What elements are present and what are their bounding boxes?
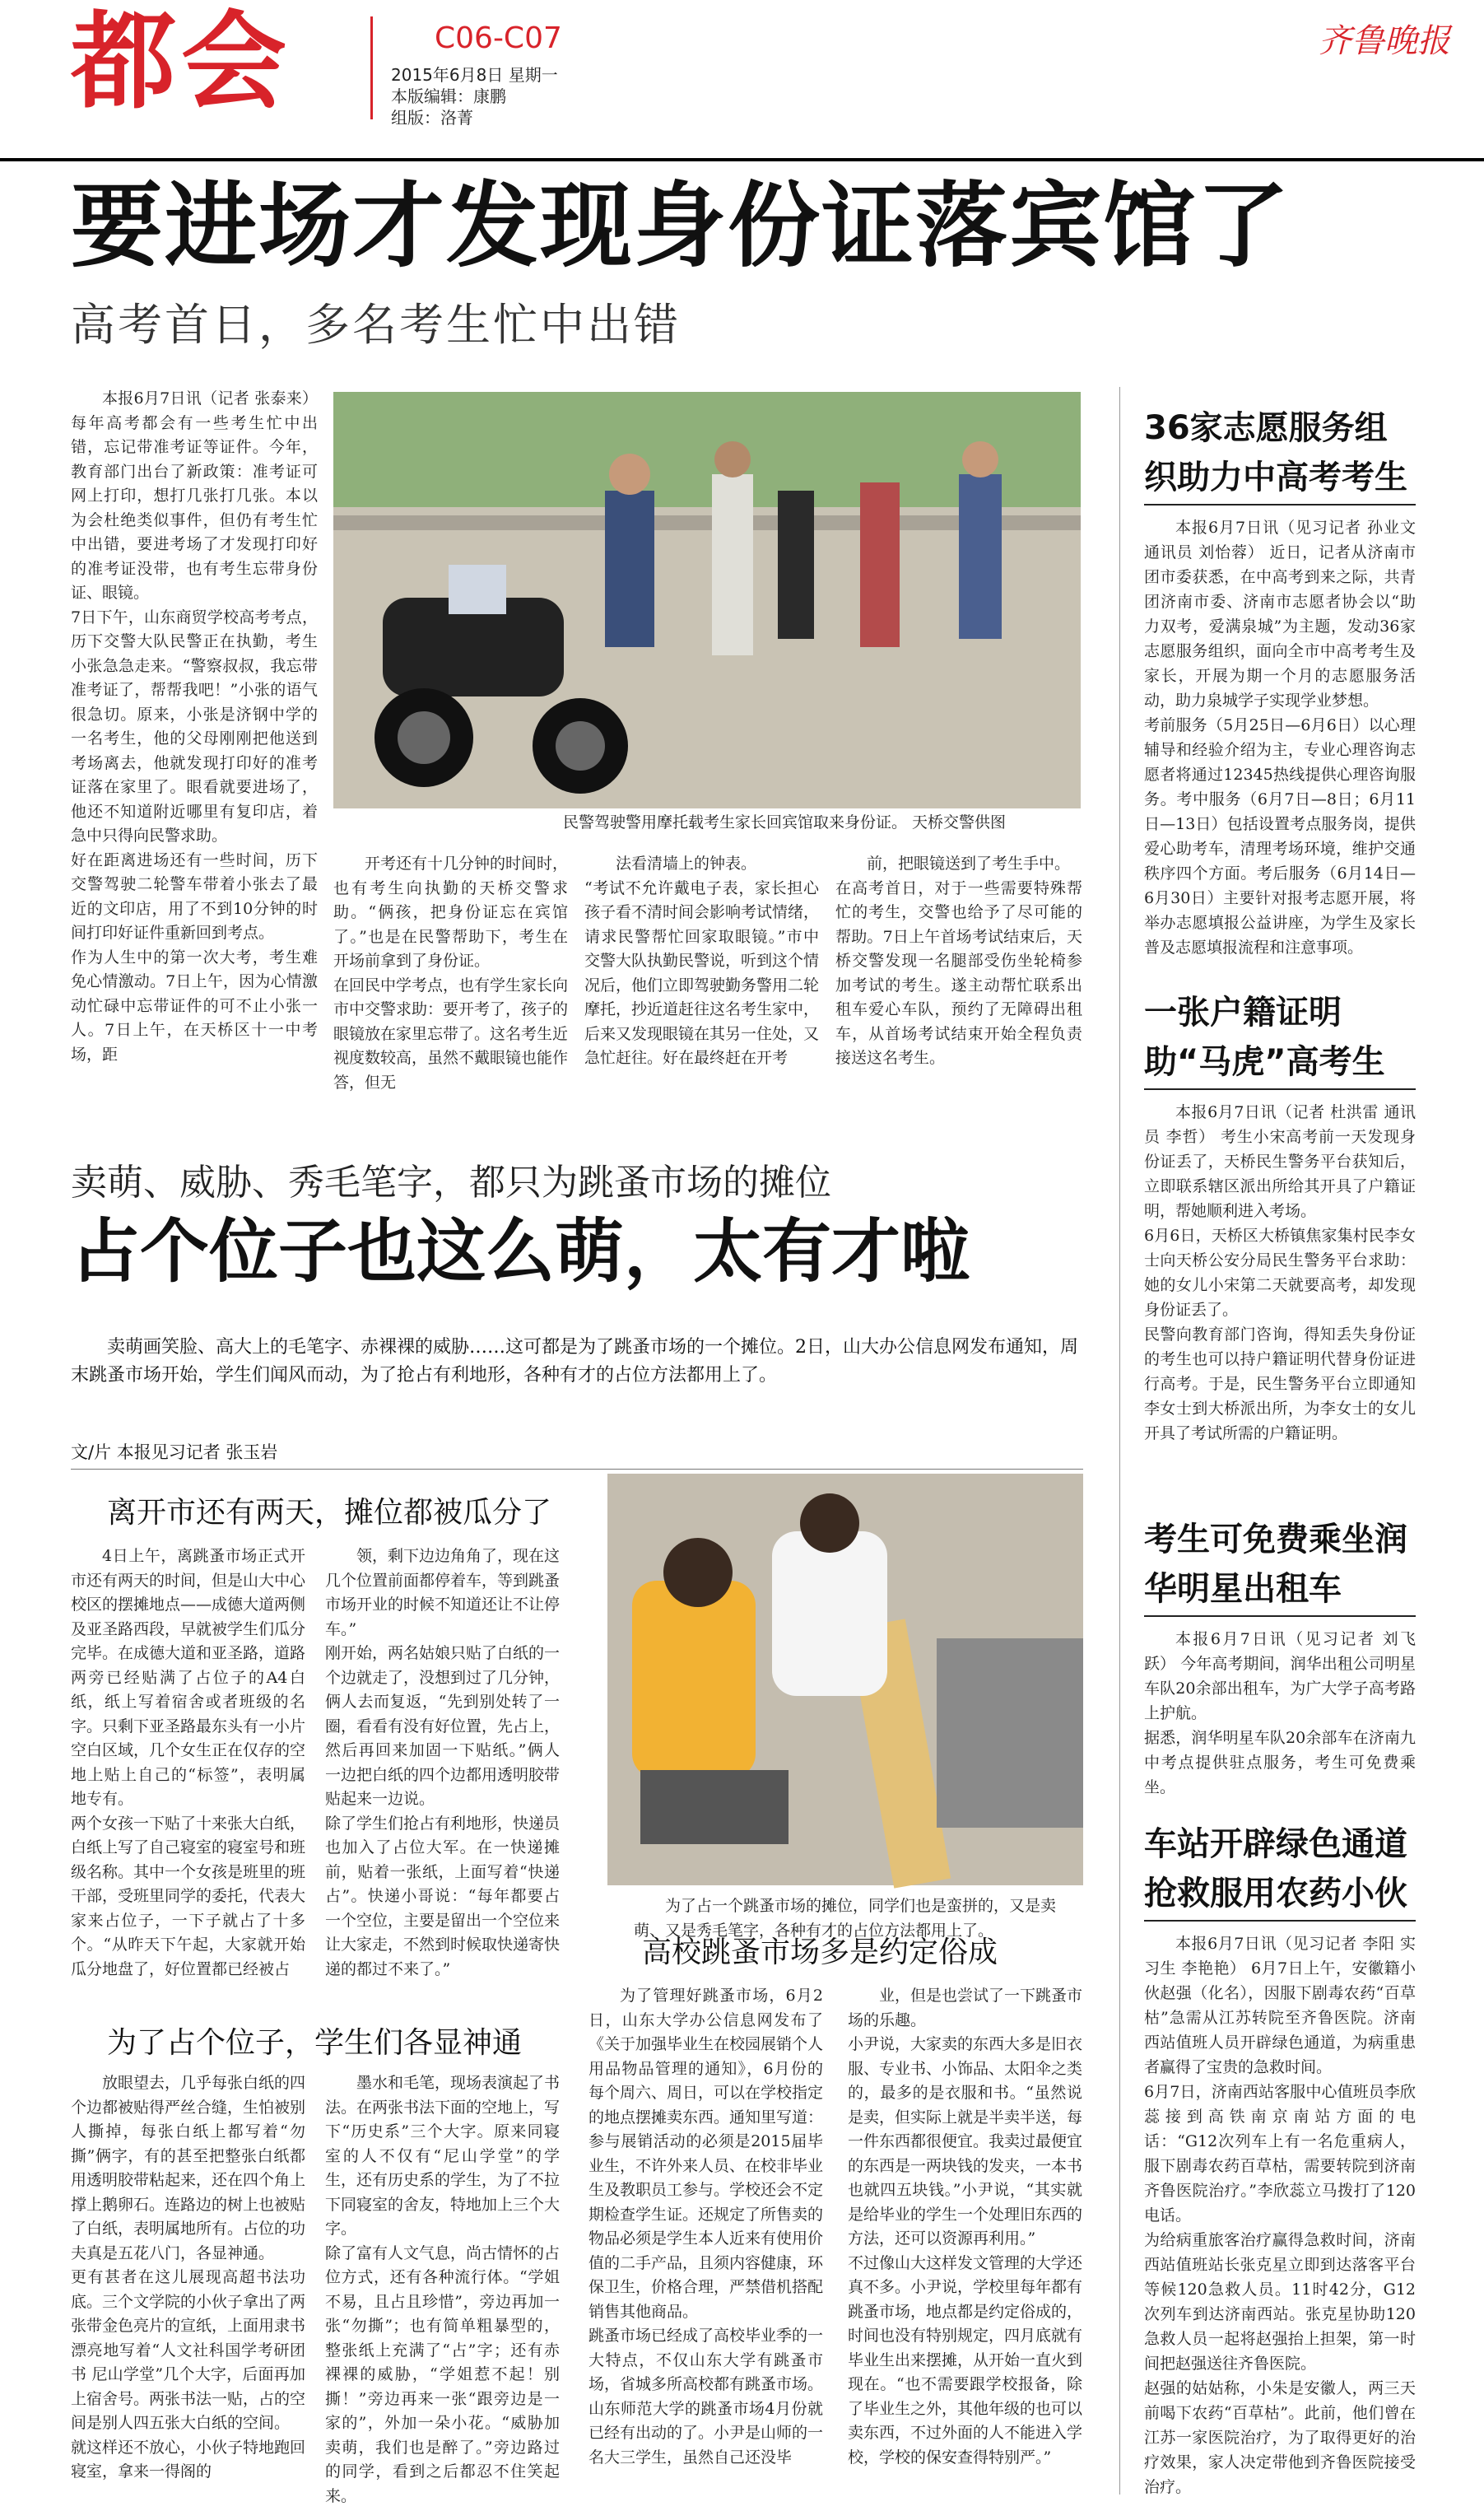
subhead-2: 为了占个位子，学生们各显神通	[107, 2026, 523, 2060]
second-byline: 文/片 本报见习记者 张玉岩	[71, 1442, 278, 1462]
flea-photo-caption: 为了占一个跳蚤市场的摊位，同学们也是蛮拼的，又是卖萌、又是秀毛笔字，各种有才的占位方法都用上了。	[634, 1897, 1057, 1940]
sidebar-title-3: 考生可免费乘坐润华明星出租车	[1144, 1521, 1407, 1608]
sidebar-body-4: 本报6月7日讯（见习记者 李阳 实习生 李艳艳） 6月7日上午，安徽籍小伙赵强（化名），因服下剧毒农药“百草枯”急需从江苏转院至齐鲁医院。济南西站值班人员开辟绿色通道，为病重患者赢得了宝贵的急救时间。 6月7日，济南西站客服中心值班员李欣蕊接到高铁南京南站方面的电话：“G12次列车上有一名危重病人，服下剧毒农药百草枯，需要转院到济南齐鲁医院治疗。”李欣蕊立马拨打了120电话。 为给病重旅客治疗赢得急救时间，济南西站值班站长张克星立即到达落客平台等候120急救人员。11时42分，G12次列车到达济南西站。张克星协助120急救人员一起将赵强抬上担架，第一时间把赵强送往齐鲁医院。 赵强的姑姑称，小朱是安徽人，两三天前喝下农药“百草枯”。此前，他们曾在江苏一家医院治疗，为了取得更好的治疗效果，家人决定带他到齐鲁医院接受治疗。	[1144, 1935, 1416, 2496]
sidebar-body-2: 本报6月7日讯（记者 杜洪雷 通讯员 李哲） 考生小宋高考前一天发现身份证丢了，天桥民生警务平台获知后，立即联系辖区派出所给其开具了户籍证明，帮她顺利进入考场。 6月6日，天桥区大桥镇焦家集村民李女士向天桥公安分局民生警务平台求助：她的女儿小宋第二天就要高考，却发现身份证丢了。 民警向教育部门咨询，得知丢失身份证的考生也可以持户籍证明代替身份证进行高考。于是，民生警务平台立即通知李女士到大桥派出所，为李女士的女儿开具了考试所需的户籍证明。	[1144, 1103, 1416, 1442]
lead-column-2: 开考还有十几分钟的时间时，也有考生向执勤的天桥交警求助。“俩孩，把身份证忘在宾馆了。”也是在民警帮助下，考生在开场前拿到了身份证。 在回民中学考点，也有学生家长向市中交警求助：要开考了，孩子的眼镜放在家里忘带了。这名考生近视度数较高，虽然不戴眼镜也能作答，但无	[333, 855, 569, 1092]
police-motorcycle-photo	[333, 392, 1081, 808]
newspaper-logo: 齐鲁晚报	[1319, 22, 1450, 60]
lead-photo	[333, 392, 1081, 808]
header-divider	[370, 16, 373, 119]
lead-photo-caption: 民警驾驶警用摩托载考生家长回宾馆取来身份证。 天桥交警供图	[563, 813, 1007, 832]
sidebar-title-1: 36家志愿服务组织助力中高考考生	[1144, 409, 1407, 496]
second-intro: 卖萌画笑脸、高大上的毛笔字、赤裸裸的威胁……这可都是为了跳蚤市场的一个摊位。2日，山大办公信息网发布通知，周末跳蚤市场开始，学生们闻风而动，为了抢占有利地形，各种有才的占位方法都用上了。	[71, 1337, 1079, 1386]
students-writing-photo	[607, 1474, 1083, 1885]
issue-date: 2015年6月8日 星期一	[391, 65, 558, 85]
header-rule	[0, 158, 1484, 161]
section-title: 都会	[71, 1, 292, 123]
second-kicker: 卖萌、威胁、秀毛笔字，都只为跳蚤市场的摊位	[71, 1162, 831, 1204]
sidebar-body-1: 本报6月7日讯（见习记者 孙业文 通讯员 刘怡蓉） 近日，记者从济南市团市委获悉，在中高考到来之际，共青团济南市委、济南市志愿者协会以“助力双考，爱满泉城”为主题，发动36家志愿服务组织，面向全市中高考考生及家长，开展为期一个月的志愿服务活动，助力泉城学子实现学业梦想。 考前服务（5月25日—6月6日）以心理辅导和经验介绍为主，专业心理咨询志愿者将通过12345热线提供心理咨询服务。考中服务（6月7日—8日；6月11日—13日）包括设置考点服务岗，提供爱心助考车，清理考场环境，维护交通秩序四个方面。考后服务（6月14日—6月30日）主要针对报考志愿开展，将举办志愿填报公益讲座，为学生及家长普及志愿填报流程和注意事项。	[1144, 519, 1416, 957]
page-numbers: C06-C07	[435, 21, 562, 55]
sidebar-title-2: 一张户籍证明助“马虎”高考生	[1144, 994, 1385, 1081]
flea-market-photo	[607, 1474, 1083, 1885]
lead-column-1: 本报6月7日讯（记者 张泰来） 每年高考都会有一些考生忙中出错，忘记带准考证等证件。今年，教育部门出台了新政策：准考证可网上打印，想打几张打几张。本以为会杜绝类似事件，但仍有考生忙中出错，要进考场了才发现打印好的准考证没带，也有考生忘带身份证、眼镜。 7日下午，山东商贸学校高考考点，历下交警大队民警正在执勤，考生小张急急走来。“警察叔叔，我忘带准考证了，帮帮我吧！”小张的语气很急切。原来，小张是济钢中学的一名考生，他的父母刚刚把他送到考场离去，他就发现打印好的准考证落在家里了。眼看就要进场了，他还不知道附近哪里有复印店，着急中只得向民警求助。 好在距离进场还有一些时间，历下交警驾驶二轮警车带着小张去了最近的文印店，用了不到10分钟的时间打印好证件重新回到考点。 作为人生中的第一次大考，考生难免心情激动。7日上午，因为心情激动忙碌中忘带证件的可不止小张一人。7日上午，在天桥区十一中考场，距	[71, 389, 318, 1064]
layout-credit: 组版：洛菁	[391, 108, 473, 128]
sidebar-rule-1	[1144, 504, 1416, 505]
sidebar-body-3: 本报6月7日讯（见习记者 刘飞跃） 今年高考期间，润华出租公司明星车队20余部出租车，为广大学子高考路上护航。 据悉，润华明星车队20余部车在济南九中考点提供驻点服务，考生可免费乘坐。	[1144, 1630, 1416, 1796]
sub3-column-2: 业，但是也尝试了一下跳蚤市场的乐趣。 小尹说，大家卖的东西大多是旧衣服、专业书、小饰品、太阳伞之类的，最多的是衣服和书。“虽然说是卖，但实际上就是半卖半送，每一件东西都很便宜。我卖过最便宜的东西是一两块钱的发夹，一本书也就四五块钱。”小尹说，“其实就是给毕业的学生一个处理旧东西的方法，还可以资源再利用。” 不过像山大这样发文管理的大学还真不多。小尹说，学校里每年都有跳蚤市场，地点都是约定俗成的，时间也没有特别规定，四月底就有毕业生出来摆摊，从开始一直火到现在。“也不需要跟学校报备，除了毕业生之外，其他年级的也可以卖东西，不过外面的人不能进入学校，学校的保安查得特别严。”	[848, 1987, 1083, 2467]
lead-column-3: 法看清墙上的钟表。 “考试不允许戴电子表，家长担心孩子看不清时间会影响考试情绪，请求民警帮忙回家取眼镜。”市中交警大队执勤民警说，听到这个情况后，他们立即驾驶勤务警用二轮摩托，抄近道赶往这名考生家中，后来又发现眼镜在其另一住处，又急忙赶往。好在最终赶在开考	[584, 855, 820, 1067]
sidebar-divider	[1119, 387, 1120, 2495]
sub2-column-2: 墨水和毛笔，现场表演起了书法。在两张书法下面的空地上，写下“历史系”三个大字。原来同寝室的人不仅有“尼山学堂”的学生，还有历史系的学生，为了不拉下同寝室的舍友，特地加上三个大字。 除了富有人文气息，尚古情怀的占位方式，还有各种流行体。“学姐不易，且占且珍惜”，旁边再加一张“勿撕”；也有简单粗暴型的，整张纸上充满了“占”字；还有赤裸裸的威胁，“学姐惹不起！别撕！”旁边再来一张“跟旁边是一家的”，外加一朵小花。“威胁加卖萌，我们也是醉了。”旁边路过的同学，看到之后都忍不住笑起来。	[325, 2074, 561, 2505]
sub3-column-1: 为了管理好跳蚤市场，6月2日，山东大学办公信息网发布了《关于加强毕业生在校园展销个人用品物品管理的通知》，6月份的每个周六、周日，可以在学校指定的地点摆摊卖东西。通知里写道：参与展销活动的必须是2015届毕业生，不许外来人员、在校非毕业生及教职员工参与。学校还会不定期检查学生证。还规定了所售卖的物品必须是学生本人近来有使用价值的二手产品，且须内容健康，环保卫生，价格合理，严禁借机搭配销售其他商品。 跳蚤市场已经成了高校毕业季的一大特点，不仅山东大学有跳蚤市场，省城多所高校都有跳蚤市场。山东师范大学的跳蚤市场4月份就已经有出动的了。小尹是山师的一名大三学生，虽然自己还没毕	[588, 1987, 824, 2467]
byline-rule	[71, 1469, 1083, 1470]
sidebar-title-4: 车站开辟绿色通道抢救服用农药小伙	[1144, 1825, 1407, 1912]
sidebar-rule-3	[1144, 1615, 1416, 1617]
lead-subheadline: 高考首日，多名考生忙中出错	[71, 299, 681, 351]
editor-credit: 本版编辑：康鹏	[391, 86, 506, 106]
sub2-column-1: 放眼望去，几乎每张白纸的四个边都被贴得严丝合缝，生怕被别人撕掉，每张白纸上都写着“勿撕”俩字，有的甚至把整张白纸都用透明胶带粘起来，还在四个角上撑上鹅卵石。连路边的树上也被贴了白纸，表明属地所有。占位的功夫真是五花八门，各显神通。 更有甚者在这儿展现高超书法功底。三个文学院的小伙子拿出了两张带金色亮片的宣纸，上面用隶书漂亮地写着“人文社科国学考研团书 尼山学堂”几个大字，后面再加上宿舍号。两张书法一贴，占的空间是别人四五张大白纸的空间。 就这样还不放心，小伙子特地跑回寝室，拿来一得阁的	[71, 2074, 306, 2481]
subhead-3: 高校跳蚤市场多是约定俗成	[642, 1936, 998, 1969]
lead-headline: 要进场才发现身份证落宾馆了	[71, 173, 1291, 280]
second-headline: 占个位子也这么萌，太有才啦	[71, 1211, 970, 1292]
sidebar-rule-2	[1144, 1088, 1416, 1090]
lead-column-4: 前，把眼镜送到了考生手中。 在高考首日，对于一些需要特殊帮忙的考生，交警也给予了尽可能的帮助。7日上午首场考试结束后，天桥交警发现一名腿部受伤坐轮椅参加考试的考生。遂主动帮忙联系出租车爱心车队，预约了无障碍出租车，从首场考试结束开始全程负责接送这名考生。	[835, 855, 1082, 1067]
sub1-column-2: 领，剩下边边角角了，现在这几个位置前面都停着车，等到跳蚤市场开业的时候不知道还让不让停车。” 刚开始，两名姑娘只贴了白纸的一个边就走了，没想到过了几分钟，俩人去而复返，“先到别处转了一圈，看看有没有好位置，先占上，然后再回来加固一下贴纸。”俩人一边把白纸的四个边都用透明胶带贴起来一边说。 除了学生们抢占有利地形，快递员也加入了占位大军。在一快递摊前，贴着一张纸，上面写着“快递占”。快递小哥说：“每年都要占一个空位，主要是留出一个空位来让大家走，不然到时候取快递寄快递的都过不来了。”	[325, 1547, 561, 1978]
subhead-1: 离开市还有两天，摊位都被瓜分了	[107, 1496, 552, 1530]
sub1-column-1: 4日上午，离跳蚤市场正式开市还有两天的时间，但是山大中心校区的摆摊地点——成德大道两侧及亚圣路西段，早就被学生们瓜分完毕。在成德大道和亚圣路，道路两旁已经贴满了占位子的A4白纸，纸上写着宿舍或者班级的名字。只剩下亚圣路最东头有一小片空白区域，几个女生正在仅存的空地上贴上自己的“标签”，表明属地专有。 两个女孩一下贴了十来张大白纸，白纸上写了自己寝室的寝室号和班级名称。其中一个女孩是班里的班干部，受班里同学的委托，代表大家来占位子，一下子就占了十多个。“从昨天下午起，大家就开始瓜分地盘了，好位置都已经被占	[71, 1547, 306, 1978]
sidebar-rule-4	[1144, 1920, 1416, 1922]
